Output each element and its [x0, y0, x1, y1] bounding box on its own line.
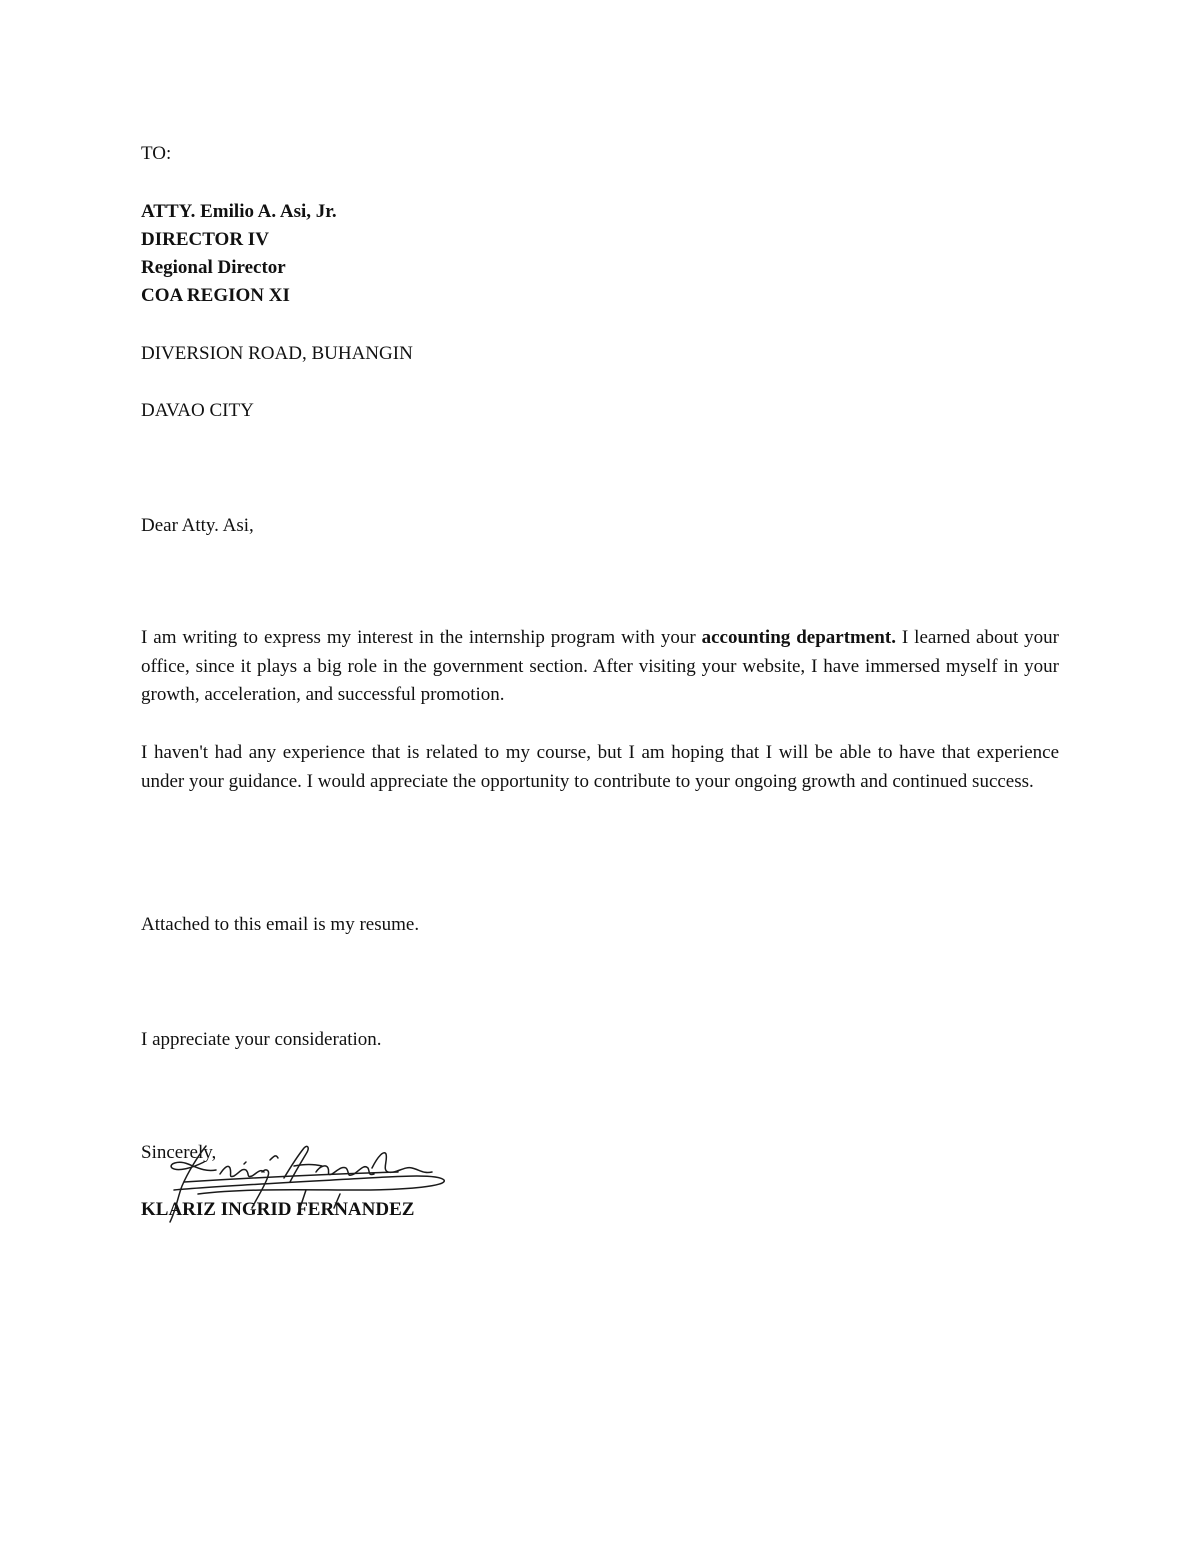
body-paragraph-3: Attached to this email is my resume.	[141, 914, 420, 935]
address-line-1: DIVERSION ROAD, BUHANGIN	[141, 343, 413, 364]
recipient-office: COA REGION XI	[141, 285, 290, 306]
body-paragraph-4: I appreciate your consideration.	[141, 1029, 382, 1050]
sender-name: KLARIZ INGRID FERNANDEZ	[141, 1199, 415, 1220]
salutation: Dear Atty. Asi,	[141, 515, 254, 536]
paragraph-1-end: I learned about your office, since it plays a big role in the government section. After visiting your website, I have immersed myself in your growth, acceleration, and successful promotion.	[141, 627, 1060, 705]
paragraph-1-emphasis: accounting department.	[701, 627, 896, 648]
address-line-2: DAVAO CITY	[141, 400, 254, 421]
recipient-name: ATTY. Emilio A. Asi, Jr.	[141, 201, 337, 222]
to-label: TO:	[141, 143, 172, 164]
recipient-title: Regional Director	[141, 257, 286, 278]
paragraph-1-start: I am writing to express my interest in the internship program with your	[141, 627, 702, 648]
body-paragraph-2: I haven't had any experience that is related to my course, but I am hoping that I will be able to have that experience under your guidance. I would appreciate the opportunity to contribute to your ongoing growth and continued success.	[141, 742, 1059, 792]
body-paragraph-1	[141, 624, 1059, 710]
handwritten-signature-icon	[158, 1138, 453, 1230]
closing: Sincerely,	[141, 1142, 217, 1163]
recipient-position: DIRECTOR IV	[141, 229, 269, 250]
